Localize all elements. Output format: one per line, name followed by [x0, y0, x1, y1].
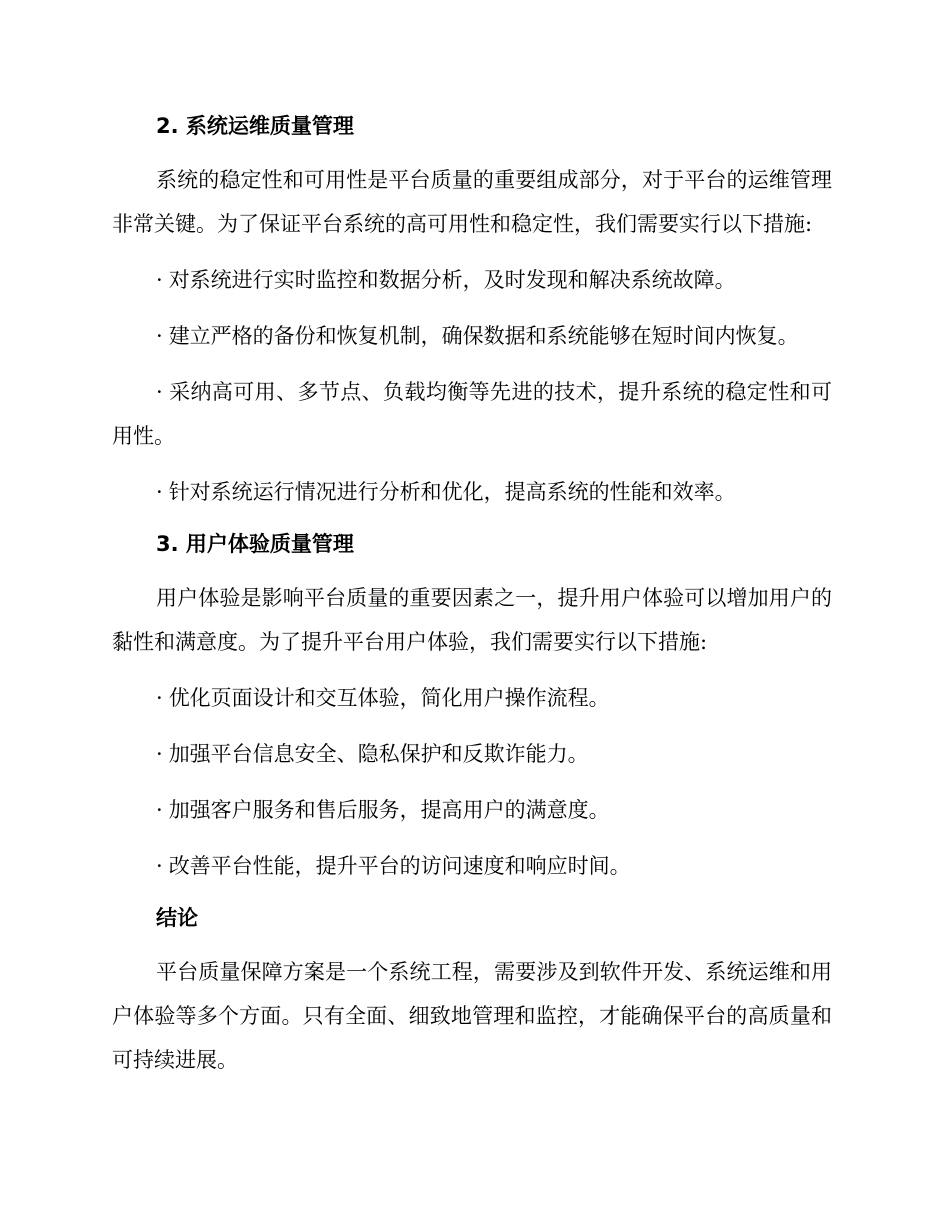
bullet-text: 建立严格的备份和恢复机制，确保数据和系统能够在短时间内恢复。 — [168, 324, 799, 348]
section-heading-ux: 3. 用户体验质量管理 — [156, 532, 354, 556]
bullet-dot: · — [156, 798, 163, 822]
conclusion-paragraph: 平台质量保障方案是一个系统工程，需要涉及到软件开发、系统运维和用户体验等多个方面。只有全面、细致地管理和监控，才能确保平台的高质量和可持续进展。 — [112, 960, 832, 1072]
section-paragraph-ux: 用户体验是影响平台质量的重要因素之一，提升用户体验可以增加用户的黏性和满意度。为了提升平台用户体验，我们需要实行以下措施: — [112, 586, 832, 654]
section-paragraph-ops: 系统的稳定性和可用性是平台质量的重要组成部分，对于平台的运维管理非常关键。为了保证平台系统的高可用性和稳定性，我们需要实行以下措施: — [112, 168, 832, 236]
bullet-text: 采纳高可用、多节点、负载均衡等先进的技术，提升系统的稳定性和可用性。 — [112, 380, 832, 448]
bullet-text: 针对系统运行情况进行分析和优化，提高系统的性能和效率。 — [168, 480, 736, 504]
bullet-dot: · — [156, 324, 163, 348]
bullet-text: 加强客户服务和售后服务，提高用户的满意度。 — [168, 798, 610, 822]
bullet-item — [112, 470, 832, 514]
bullet-item — [112, 314, 832, 358]
bullet-item — [112, 676, 832, 720]
section-heading-ops: 2. 系统运维质量管理 — [156, 114, 354, 138]
bullet-text: 优化页面设计和交互体验，简化用户操作流程。 — [168, 686, 610, 710]
bullet-item — [112, 732, 832, 776]
bullet-dot: · — [156, 268, 163, 292]
bullet-dot: · — [156, 480, 163, 504]
bullet-item — [112, 370, 832, 458]
bullet-dot: · — [156, 742, 163, 766]
bullet-item — [112, 844, 832, 888]
bullet-item — [112, 258, 832, 302]
bullet-item — [112, 788, 832, 832]
bullet-text: 改善平台性能，提升平台的访问速度和响应时间。 — [168, 854, 631, 878]
conclusion-heading: 结论 — [156, 906, 198, 930]
bullet-text: 对系统进行实时监控和数据分析，及时发现和解决系统故障。 — [168, 268, 736, 292]
document-body — [112, 108, 832, 1094]
bullet-text: 加强平台信息安全、隐私保护和反欺诈能力。 — [168, 742, 589, 766]
bullet-dot: · — [156, 380, 163, 404]
bullet-dot: · — [156, 686, 163, 710]
bullet-dot: · — [156, 854, 163, 878]
